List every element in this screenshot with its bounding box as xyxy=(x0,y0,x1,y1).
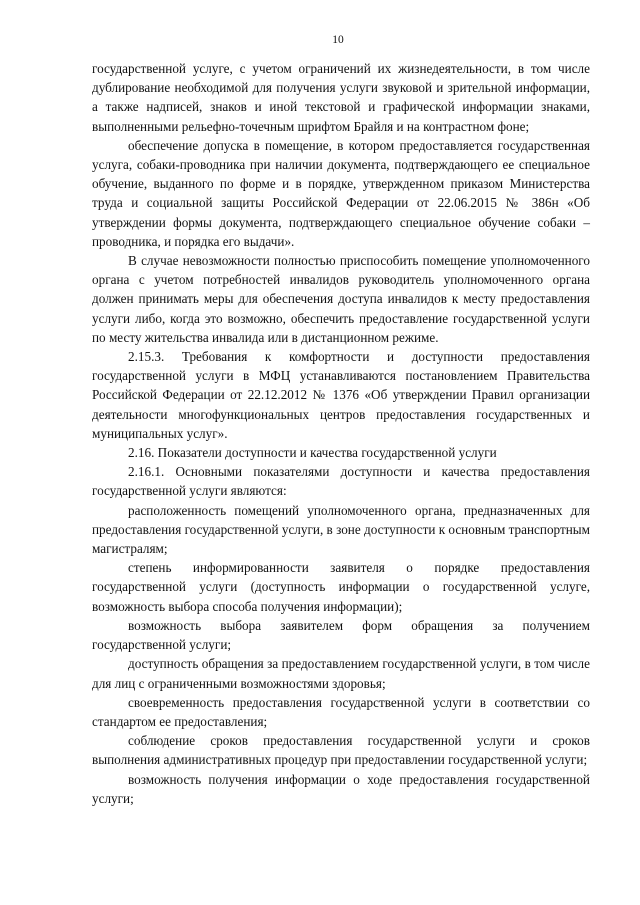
list-item-location: расположенность помещений уполномоченного органа, предназначенных для предоставления государственной услуги, в зоне доступности к основным транспортным магистралям; xyxy=(92,502,590,557)
list-item-awareness: степень информированности заявителя о порядке предоставления государственной услуги (доступность информации о государственной услуге, возможность выбора способа получения информации); xyxy=(92,560,590,614)
paragraph-guide-dog-access: обеспечение допуска в помещение, в котором предоставляется государственная услуга, собаки-проводника при наличии документа, подтверждающего ее специальное обучение, выданного по форме и в порядке, утвержденном приказом Министерства труда и социальной защиты Российской Федерации от 22.06.2015 № 386н «Об утверждении формы документа, подтверждающего специальное обучение собаки – проводника, и порядка его выдачи». xyxy=(92,137,590,249)
section-heading-2-16: 2.16. Показатели доступности и качества государственной услуги xyxy=(128,445,497,461)
list-item-progress-info: возможность получения информации о ходе предоставления государственной услуги; xyxy=(92,771,590,806)
list-item-timeliness: своевременность предоставления государственной услуги в соответствии со стандартом ее предоставления; xyxy=(92,694,590,729)
paragraph-premises-adaptation: В случае невозможности полностью приспособить помещение уполномоченного органа с учетом потребностей инвалидов руководитель уполномоченного органа должен принимать меры для обеспечения доступа инвалидов к месту предоставления услуги либо, когда это возможно, обеспечить предоставление государственной услуги по месту жительства инвалида или в дистанционном режиме. xyxy=(92,253,590,345)
list-item-accessibility: доступность обращения за предоставлением государственной услуги, в том числе для лиц с ограниченными возможностями здоровья; xyxy=(92,656,590,691)
paragraph-2-16-1: 2.16.1. Основными показателями доступности и качества предоставления государственной услуги являются: xyxy=(92,464,590,499)
page-number: 10 xyxy=(332,34,344,46)
paragraph-continuation: государственной услуге, с учетом ограничений их жизнедеятельности, в том числе дублирование необходимой для получения услуги звуковой и зрительной информации, а также надписей, знаков и иной текстовой и графической информации знаками, выполненными рельефно-точечным шрифтом Брайля и на контрастном фоне; xyxy=(92,61,590,134)
document-body xyxy=(92,59,590,808)
list-item-application-form: возможность выбора заявителем форм обращения за получением государственной услуги; xyxy=(92,617,590,653)
paragraph-2-15-3: 2.15.3. Требования к комфортности и доступности предоставления государственной услуги в МФЦ устанавливаются постановлением Правительства Российской Федерации от 22.12.2012 № 1376 «Об утверждении Правил организации деятельности многофункциональных центров предоставления государственных и муниципальных услуг». xyxy=(92,349,590,441)
list-item-deadlines: соблюдение сроков предоставления государственной услуги и сроков выполнения административных процедур при предоставлении государственной услуги; xyxy=(92,733,590,768)
